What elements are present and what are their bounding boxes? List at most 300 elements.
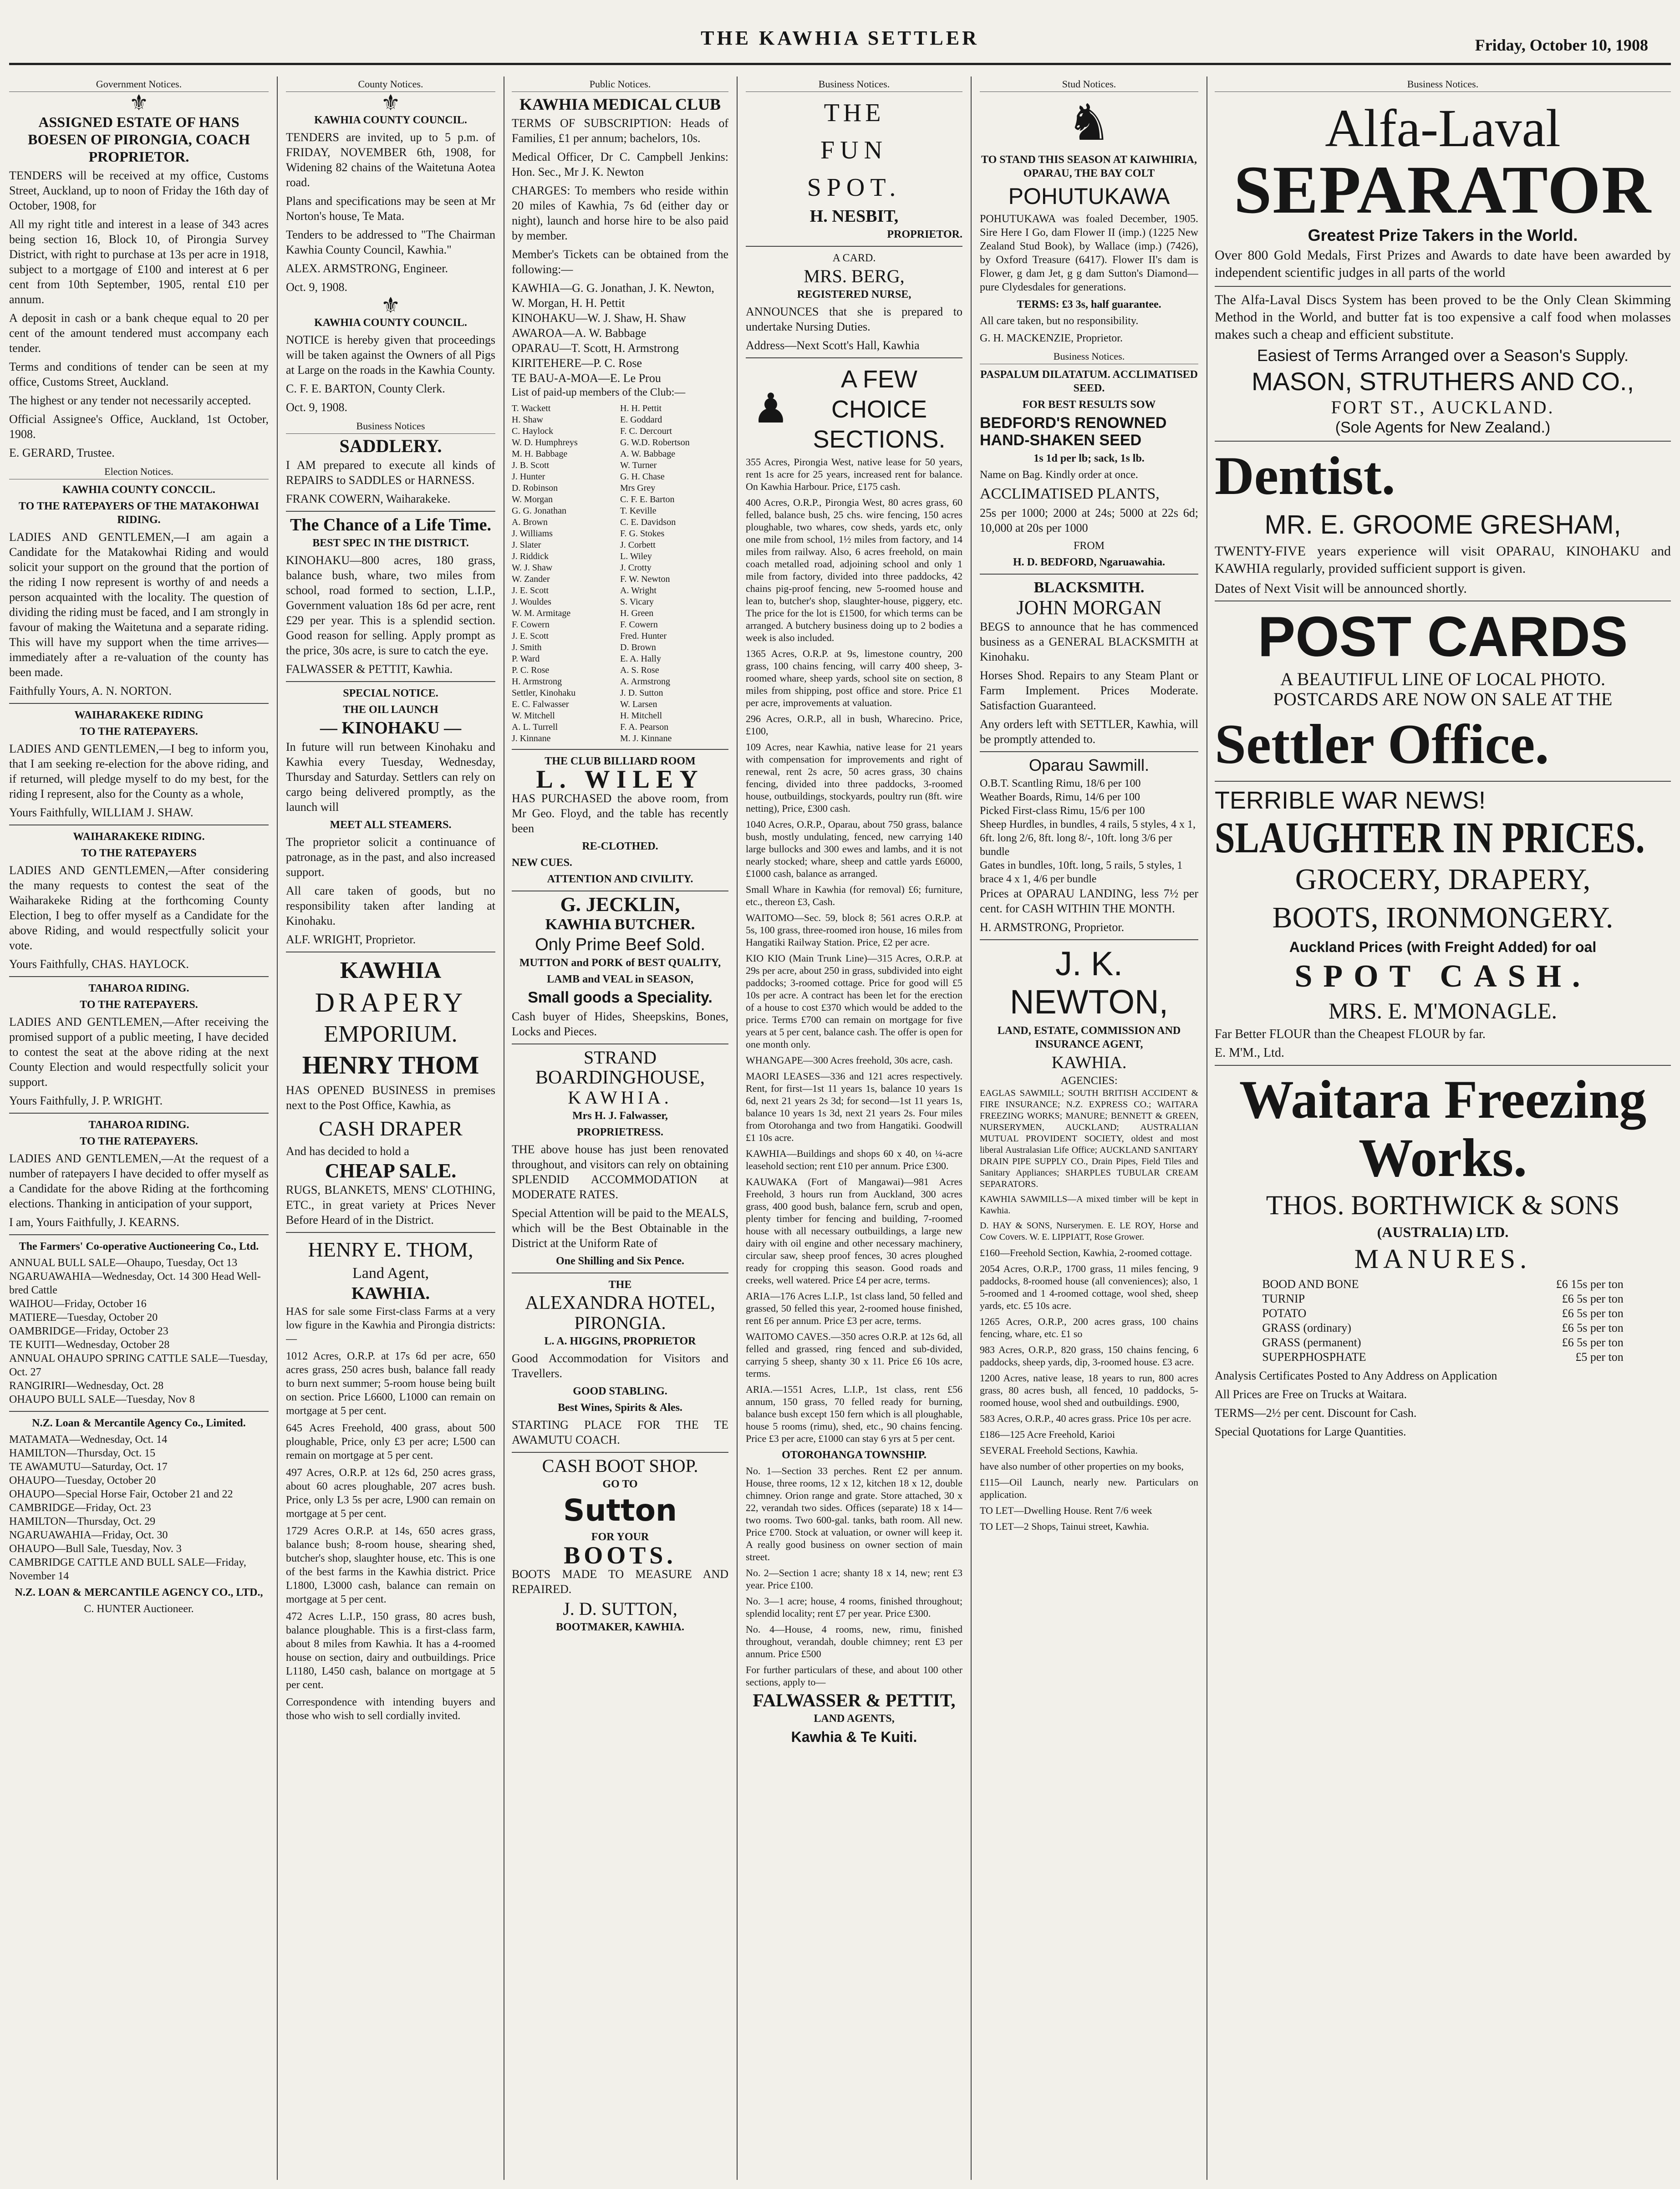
ad-subtitle: RE-CLOTHED. (582, 840, 658, 852)
ad-title: THE (608, 1279, 632, 1291)
ad-subtitle: (AUSTRALIA) LTD. (1377, 1224, 1509, 1240)
list-item: OHAUPO—Special Horse Fair, October 21 and 22 (9, 1488, 233, 1500)
notice-text: Terms and conditions of tender can be seen at my office, Customs Street, Auckland. (9, 360, 269, 388)
listing: 1200 Acres, native lease, 18 years to run, 800 acres grass, 80 acres bush, all fenced, 10 paddocks, 5-roomed house, wool shed and outbuildings. £900, (980, 1372, 1198, 1408)
ad-title: KAWHIA. (568, 1087, 672, 1108)
notice-date: Oct. 9, 1908. (286, 401, 348, 414)
list-item: J. E. Scott (512, 585, 549, 596)
list-item: Settler, Kinohaku (512, 688, 576, 698)
list-item: M. H. Babbage (512, 449, 568, 459)
notice-title: TO THE RATEPAYERS. (80, 726, 198, 738)
list-item: H. Mitchell (620, 711, 662, 721)
ad-text: Cash buyer of Hides, Sheepskins, Bones, Locks and Pieces. (512, 1010, 728, 1038)
ad-title: J. D. SUTTON, (563, 1598, 677, 1619)
ad-subtitle: Easiest of Terms Arranged over a Season's Supply. (1257, 346, 1629, 365)
listings (746, 456, 962, 1688)
listing: 983 Acres, O.R.P., 820 grass, 150 chains fencing, 6 paddocks, sheep yards, dip, 3-roomed house. £3 acre. (980, 1344, 1198, 1368)
ad-text: POHUTUKAWA was foaled December, 1905. Sire Here I Go, dam Flower II (imp.) (1225 New Zealand Stud Book), by Wallace (imp.) (7426), by Oxford Treasure (6417). Flower II's dam is Flower, g dam Jet, g g dam Sutton's Diamond—pure Clydesdales for generations. (980, 213, 1198, 293)
ad-text: I AM prepared to execute all kinds of REPAIRS to SADDLES or HARNESS. (286, 458, 495, 487)
divider (746, 246, 962, 247)
listing: TO LET—2 Shops, Tainui street, Kawhia. (980, 1521, 1149, 1532)
divider (512, 749, 728, 750)
list-item: G. G. Jonathan (512, 506, 566, 516)
notice-text: LADIES AND GENTLEMEN,—After receiving the promised support of a public meeting, I have decided to contest the seat at the above riding at the next County Election and would respectfully solicit your support. (9, 1015, 269, 1089)
listing: have also number of other properties on my books, (980, 1461, 1184, 1472)
ad-title: MASON, STRUTHERS AND CO., (1251, 367, 1634, 396)
notice-signature: Yours Faithfully, WILLIAM J. SHAW. (9, 806, 193, 819)
list-item: W. Larsen (620, 699, 657, 709)
listing-heading: OTOROHANGA TOWNSHIP. (782, 1449, 927, 1461)
listing: ARIA—176 Acres L.I.P., 1st class land, 50 felled and grassed, 50 felled this year, 2-roomed house finished, rent £6 per annum. Price £3 per acre, terms. (746, 1290, 962, 1326)
masthead-rule (9, 63, 1671, 65)
section-header: County Notices. (286, 76, 495, 92)
list-item: MATAMATA—Wednesday, Oct. 14 (9, 1434, 168, 1446)
ad-text: Any orders left with SETTLER, Kawhia, will be promptly attended to. (980, 718, 1198, 746)
listing: Small Whare in Kawhia (for removal) £6; furniture, etc., thereon £3, Cash. (746, 884, 962, 907)
ad-title: ALEXANDRA HOTEL, (525, 1293, 715, 1313)
ad-title: MRS. E. M'MONAGLE. (1328, 998, 1558, 1023)
listing: KAUWAKA (Fort of Mangawai)—981 Acres Freehold, 3 hours run from Auckland, 300 acres grass, 400 good bush, balance fern, scrub and open, plenty timber for fencing and building, 7-roomed house with all necessary outbuildings, a large new dairy with oil engine and other necessary machinery, circular saw, sheep proof fences, 30 acres ploughed ready for cropping this season. Good roads and creeks, well watered. Price £4 per acre, terms. (746, 1176, 962, 1286)
ad-signature: FALWASSER & PETTIT, Kawhia. (286, 662, 453, 676)
listing: No. 3—1 acre; house, 4 rooms, finished throughout; splendid locality; rent £7 per year. Price £300. (746, 1595, 962, 1619)
ad-subtitle: Auckland Prices (with Freight Added) for oal (1289, 939, 1597, 955)
notice-title: ASSIGNED ESTATE OF HANS BOESEN OF PIRONGIA, COACH PROPRIETOR. (28, 114, 250, 165)
ad-title: BLACKSMITH. (1033, 579, 1145, 596)
divider (1215, 1065, 1671, 1066)
ad-subtitle: FOR YOUR (591, 1531, 649, 1543)
list-item: W. D. Humphreys (512, 438, 578, 448)
notice-title: The Farmers' Co-operative Auctioneering Co., Ltd. (19, 1241, 259, 1252)
list-item: G. H. Chase (620, 472, 665, 482)
ad-subtitle: TO STAND THIS SEASON AT KAIWHIRIA, OPARAU, THE BAY COLT (981, 154, 1197, 179)
ad-title: THE (824, 99, 885, 127)
notice-date: Oct. 9, 1908. (286, 280, 348, 294)
ad-signature: ALF. WRIGHT, Proprietor. (286, 933, 416, 946)
ad-signature: FRANK COWERN, Waiharakeke. (286, 492, 451, 505)
list-item: P. C. Rose (512, 665, 550, 675)
list-item: J. E. Scott (512, 631, 549, 641)
divider (286, 511, 495, 512)
issue-date: Friday, October 10, 1908 (1475, 36, 1648, 54)
listing: 472 Acres L.I.P., 150 grass, 80 acres bush, balance ploughable. This is a first-class farm, about 8 miles from Kawhia. It has a 4-roomed house on section, dairy and outbuildings. Price L1180, L450 cash, balance on mortgage at 5 per cent. (286, 1611, 495, 1691)
manure-name: GRASS (ordinary) (1262, 1321, 1351, 1334)
list-item: J. Crotty (620, 563, 652, 573)
list-item: A. L. Turrell (512, 722, 558, 732)
list-item: S. Vicary (620, 597, 654, 607)
few-choice-block (746, 363, 962, 456)
column-stud-notices (980, 76, 1198, 2180)
ad-title: POST CARDS (1257, 606, 1628, 668)
ad-signature: H. ARMSTRONG, Proprietor. (980, 921, 1125, 934)
list-item: E. A. Hally (620, 654, 661, 664)
ad-title: EMPORIUM. (324, 1021, 458, 1047)
table-row (1260, 1335, 1625, 1350)
divider (286, 681, 495, 682)
ad-signature: H. D. BEDFORD, Ngaruawahia. (1013, 556, 1166, 568)
ad-subtitle: KAWHIA. (1051, 1053, 1127, 1072)
list-item: J. B. Scott (512, 460, 550, 470)
list-item: W. M. Armitage (512, 608, 571, 618)
ad-subtitle: POSTCARDS ARE NOW ON SALE AT THE (1273, 689, 1613, 709)
ad-text: BEGS to announce that he has commenced business as a GENERAL BLACKSMITH at Kinohaku. (980, 620, 1198, 663)
divider (1215, 781, 1671, 782)
notice-text: NOTICE is hereby given that proceedings will be taken against the Owners of all Pigs at Large on the roads in the Kawhia County. (286, 333, 495, 377)
section-header: Business Notices (286, 418, 495, 434)
ad-subtitle: L. A. HIGGINS, PROPRIETOR (544, 1335, 696, 1347)
ad-text: Prices at OPARAU LANDING, less 7½ per cent. for CASH WITHIN THE MONTH. (980, 887, 1198, 915)
section-header: Business Notices. (1215, 76, 1671, 92)
ad-text: And has decided to hold a (286, 1145, 409, 1158)
ad-text: All Prices are Free on Trucks at Waitara. (1215, 1388, 1407, 1401)
list-item: ANNUAL BULL SALE—Ohaupo, Tuesday, Oct 13 (9, 1257, 238, 1269)
notice-text: Tenders to be addressed to "The Chairman Kawhia County Council, Kawhia." (286, 228, 495, 256)
listing: £186—125 Acre Freehold, Karioi (980, 1429, 1115, 1440)
ad-text: In future will run between Kinohaku and Kawhia every Tuesday, Wednesday, Thursday and Saturday. Settlers can rely on cargo being delivered promptly, as the launch will (286, 740, 495, 814)
list-item: OHAUPO—Bull Sale, Tuesday, Nov. 3 (9, 1543, 182, 1555)
ad-title: STRAND (583, 1047, 657, 1068)
ad-signature: E. M'M., Ltd. (1215, 1046, 1284, 1060)
ad-subtitle: KAWHIA. (351, 1284, 430, 1303)
list-item: H. H. Pettit (620, 403, 662, 413)
list-item: F. Cowern (620, 620, 658, 630)
list-item: F. W. Newton (620, 574, 670, 584)
notice-signature: Yours Faithfully, J. P. WRIGHT. (9, 1094, 163, 1107)
divider (980, 574, 1198, 575)
coat-of-arms-icon: ⚜ (381, 91, 401, 115)
notice-text: TENDERS will be received at my office, Customs Street, Auckland, up to noon of Friday the 16th day of October, 1908, for (9, 169, 269, 212)
manure-name: GRASS (permanent) (1262, 1336, 1361, 1349)
notice-text: LADIES AND GENTLEMEN,—After considering the many requests to contest the seat of the Waiharakeke Riding at the forthcoming County Election, I beg to offer myself as a Candidate for the above Riding, and would respectfully solicit your vote. (9, 864, 269, 952)
ad-title: SECTIONS. (813, 426, 946, 453)
ad-subtitle: KAWHIA BUTCHER. (545, 916, 695, 933)
ad-title: CASH BOOT SHOP. (542, 1456, 698, 1476)
ad-title: Settler Office. (1215, 713, 1549, 775)
listing: 1729 Acres O.R.P. at 14s, 650 acres grass, balance bush; 8-room house, shearing shed, butcher's shop, slaughter house, etc. This is one of the best farms in the Kawhia district. Price L1800, L3000 cash, balance can remain on mortgage at 5 per cent. (286, 1525, 495, 1605)
newspaper-title: THE KAWHIA SETTLER (701, 27, 979, 49)
manure-price-table (1260, 1277, 1625, 1364)
listing: £115—Oil Launch, nearly new. Particulars on application. (980, 1476, 1198, 1500)
ad-title: TERRIBLE WAR NEWS! (1215, 787, 1486, 814)
notice-title: KAWHIA COUNTY CONCCIL. (62, 484, 215, 496)
ad-subtitle: PROPRIETRESS. (576, 1126, 664, 1138)
ad-title: GROCERY, DRAPERY, (1295, 863, 1591, 896)
ad-text: 25s per 1000; 2000 at 24s; 5000 at 22s 6d; 10,000 at 20s per 1000 (980, 506, 1198, 535)
ad-text: STARTING PLACE FOR THE TE AWAMUTU COACH. (512, 1418, 728, 1446)
listing: 583 Acres, O.R.P., 40 acres grass. Price 10s per acre. (980, 1413, 1191, 1424)
notice-text: All my right title and interest in a lease of 343 acres being section 16, Block 10, of Pirongia Survey District, with right to purchase at 13s per acre in 1918, subject to a mortgage of £100 and interest at 6 per cent from 10th September, 1905, rental £10 per annum. (9, 218, 269, 306)
list-item: Picked First-class Rimu, 15/6 per 100 (980, 805, 1145, 817)
listing: 2054 Acres, O.R.P., 1700 grass, 11 miles fencing, 9 paddocks, 8-roomed house (all conveniences); also, 1 5-roomed and 1 4-roomed cottage, wool shed, sheep yards, etc. £5 10s acre. (980, 1263, 1198, 1311)
ad-label: FROM (1073, 540, 1105, 552)
manure-price: £6 5s per ton (1562, 1307, 1624, 1320)
list-item: C. E. Davidson (620, 517, 676, 527)
column-government-notices (9, 76, 269, 2180)
list-item: L. Wiley (620, 551, 652, 561)
section-header: Business Notices. (746, 76, 962, 92)
member-list (512, 403, 728, 744)
column-business-notices (746, 76, 962, 2180)
member-list-right (620, 403, 728, 744)
ad-title: L. WILEY (536, 765, 704, 794)
ad-title: Alfa-Laval (1325, 98, 1561, 158)
manure-price: £6 5s per ton (1562, 1292, 1624, 1305)
list-item: Mrs Grey (620, 483, 656, 493)
notice-title: N.Z. Loan & Mercantile Agency Co., Limited. (32, 1417, 246, 1429)
listing: 109 Acres, near Kawhia, native lease for 21 years with compensation for improvements and right of renewal, rent 2s acre, 50 acres grass, 30 chains fencing, divided into three paddocks, 3-roomed house, outbuildings, stockyards, poultry run (8ft. wire netting), Price, £300 cash. (746, 741, 962, 814)
notice-text: Member's Tickets can be obtained from the following:— (512, 248, 728, 276)
divider (512, 1452, 728, 1453)
section-header: Business Notices. (980, 349, 1198, 364)
notice-text: LADIES AND GENTLEMEN,—I beg to inform you, that I am seeking re-election for the above riding, and if returned, will pledge myself to do my best, for the riding I represent, also for the County as a whole, (9, 742, 269, 800)
ad-title: SLAUGHTER IN PRICES. (1215, 814, 1645, 862)
list-item: O.B.T. Scantling Rimu, 18/6 per 100 (980, 778, 1141, 789)
manure-name: BOOD AND BONE (1262, 1278, 1359, 1291)
listing: 645 Acres Freehold, 400 grass, about 500 ploughable, Price, only £3 per acre; L500 can remain on mortgage at 5 per cent. (286, 1422, 495, 1461)
list-item: MATIERE—Tuesday, October 20 (9, 1312, 158, 1324)
notice-signature: Yours Faithfully, CHAS. HAYLOCK. (9, 957, 189, 971)
table-row (1260, 1350, 1625, 1364)
ad-text: Special Attention will be paid to the MEALS, which will be the Best Obtainable in the District at the Uniform Rate of (512, 1206, 728, 1250)
notice-title: KAWHIA COUNTY COUNCIL. (314, 114, 467, 126)
list-item: OHAUPO BULL SALE—Tuesday, Nov 8 (9, 1394, 195, 1405)
notice-signature: ALEX. ARMSTRONG, Engineer. (286, 262, 448, 275)
list-item: Fred. Hunter (620, 631, 667, 641)
ad-subtitle: LAMB and VEAL in SEASON, (547, 973, 693, 985)
notice-text: Medical Officer, Dr C. Campbell Jenkins: Hon. Sec., Mr J. K. Newton (512, 150, 728, 178)
table-row (1260, 1292, 1625, 1306)
list-item: A. W. Babbage (620, 449, 676, 459)
listing: £160—Freehold Section, Kawhia, 2-roomed cottage. (980, 1247, 1192, 1258)
divider (980, 751, 1198, 752)
ad-text: THE above house has just been renovated throughout, and visitors can rely on obtaining SPLENDID ACCOMMODATION at MODERATE RATES. (512, 1143, 728, 1201)
notice-text: List of paid-up members of the Club:— (512, 387, 686, 398)
list-item: D. Brown (620, 642, 656, 652)
sale-list (9, 1433, 269, 1583)
sale-list (9, 1256, 269, 1406)
list-item: CAMBRIDGE CATTLE AND BULL SALE—Friday, November 14 (9, 1557, 246, 1582)
notice-text: LADIES AND GENTLEMEN,—I am again a Candidate for the Matakowhai Riding and would solicit your support on the ground that the portion of the riding I now represent is worthy of and needs a person acquainted with the locality. The question of dividing the riding must be faced, and I am strongly in favour of making the Waitetuna and a separate riding. This will have my support when the time arrives—immediately after a re-valuation of the county has been made. (9, 530, 269, 679)
ad-subtitle: MUTTON and PORK of BEST QUALITY, (519, 957, 721, 969)
ad-text: For further particulars of these, and about 100 other sections, apply to— (746, 1664, 962, 1688)
notice-signature: Faithfully Yours, A. N. NORTON. (9, 684, 172, 697)
ad-subtitle: Best Wines, Spirits & Ales. (558, 1402, 682, 1414)
manure-name: SUPERPHOSPHATE (1262, 1350, 1366, 1364)
list-item: HAMILTON—Thursday, Oct. 15 (9, 1447, 156, 1459)
list-item: F. G. Stokes (620, 529, 665, 539)
list-item: J. Williams (512, 529, 553, 539)
list-item: J. D. Sutton (620, 688, 663, 698)
ad-text: RUGS, BLANKETS, MENS' CLOTHING, ETC., in great variety at Prices Never Before Heard of in the District. (286, 1183, 495, 1227)
list-item: CAMBRIDGE—Friday, Oct. 23 (9, 1502, 151, 1514)
listing: KIO KIO (Main Trunk Line)—315 Acres, O.R.P. at 29s per acre, about 250 in grass, subdivided into eight paddocks; 3-roomed cottage. Price for good will £5 10s per acre. A contract has been let for the erection of a house to cost £370 which would be added to the price. Terms £700 can remain on mortgage for five years at 5 per cent, balance cash. The offer is open for one month only. (746, 952, 962, 1050)
list-item: E. Goddard (620, 415, 662, 425)
listing: WAITOMO CAVES.—350 acres O.R.P. at 12s 6d, all felled and grassed, ring fenced and sub-divided, carrying 5 sheep, shanty 30 x 11. Price £6 10s acre, terms. (746, 1331, 962, 1379)
list-item: P. Ward (512, 654, 540, 664)
ad-title: DRAPERY (315, 988, 467, 1018)
ad-text: Over 800 Gold Medals, First Prizes and Awards to date have been awarded by independent scientific judges in all parts of the world (1215, 248, 1671, 280)
list-item: G. W.D. Robertson (620, 438, 690, 448)
list-item: A. Wright (620, 585, 657, 596)
ad-subtitle: LAND AGENTS, (814, 1713, 895, 1725)
ad-title: HENRY E. THOM, (308, 1238, 473, 1261)
agent-line: TE BAU-A-MOA—E. Le Prou (512, 372, 661, 385)
ad-title: FUN (820, 136, 888, 164)
notice-text: CHARGES: To members who reside within 20 miles of Kawhia, 7s 6d (either day or night), launch and horse hire to be also paid by member. (512, 184, 728, 242)
list-item: W. Zander (512, 574, 550, 584)
ad-title: CHOICE (831, 396, 927, 423)
listing: 1012 Acres, O.R.P. at 17s 6d per acre, 650 acres grass, 250 acres bush, balance fall ready to burn next summer; 5-room house being built on section. Price L6600, L1000 can remain on mortgage at 5 per cent. (286, 1350, 495, 1417)
list-item: J. Corbett (620, 540, 656, 550)
manure-price: £6 15s per ton (1556, 1278, 1624, 1291)
list-item: C. Haylock (512, 426, 554, 436)
notice-signature: N.Z. LOAN & MERCANTILE AGENCY CO., LTD., (15, 1587, 263, 1598)
ad-text: Far Better FLOUR than the Cheapest FLOUR by far. (1215, 1027, 1486, 1041)
ad-title: BEDFORD'S RENOWNED HAND-SHAKEN SEED (980, 414, 1167, 449)
ad-title: FALWASSER & PETTIT, (753, 1690, 956, 1710)
ad-subtitle: Mrs H. J. Falwasser, (572, 1110, 668, 1122)
ad-signature: G. H. MACKENZIE, Proprietor. (980, 332, 1123, 344)
list-item: E. C. Falwasser (512, 699, 569, 709)
ad-text: TWENTY-FIVE years experience will visit OPARAU, KINOHAKU and KAWHIA regularly, provided sufficient support is given. (1215, 544, 1671, 576)
list-item: NGARUAWAHIA—Friday, Oct. 30 (9, 1529, 168, 1541)
manure-price: £6 5s per ton (1562, 1336, 1624, 1349)
ad-subtitle: — KINOHAKU — (320, 718, 462, 738)
notice-title: TAHAROA RIDING. (88, 1119, 189, 1131)
notice-text: TERMS OF SUBSCRIPTION: Heads of Families, £1 per annum; bachelors, 10s. (512, 117, 728, 145)
notice-title: WAIHARAKEKE RIDING (74, 709, 204, 721)
list-item: C. F. E. Barton (620, 494, 675, 504)
ad-title: MRS. BERG, (804, 266, 905, 286)
notice-signature: E. GERARD, Trustee. (9, 446, 115, 459)
masthead (0, 0, 1680, 55)
list-item: T. Keville (620, 506, 657, 516)
table-row (1260, 1277, 1625, 1292)
list-item: J. Kinnane (512, 733, 551, 743)
listing: 1040 Acres, O.R.P., Oparau, about 750 grass, balance bush, mostly undulating, fenced, new carrying 140 large bullocks and 300 ewes and lambs, and it is not nearly stocked; whare, sheep and cattle yards £6000, £1000 cash, balance as arranged. (746, 819, 962, 879)
divider (980, 939, 1198, 940)
ad-text: Address—Next Scott's Hall, Kawhia (746, 339, 920, 352)
list-item: M. J. Kinnane (620, 733, 672, 743)
ad-title: SADDLERY. (339, 436, 442, 456)
notice-title: TO THE RATEPAYERS. (80, 999, 198, 1011)
list-item: A. Brown (512, 517, 548, 527)
ad-subtitle: NEW CUES. (512, 857, 572, 869)
list-item: A. Armstrong (620, 677, 670, 687)
ad-title: BOOTS, IRONMONGERY. (1272, 901, 1614, 934)
listing: KAWHIA—Buildings and shops 60 x 40, on ¼-acre leasehold section; rent £10 per annum. Price £300. (746, 1148, 962, 1171)
ad-title: SEPARATOR (1233, 152, 1652, 228)
listing: WAITOMO—Sec. 59, block 8; 561 acres O.R.P. at 5s, 100 grass, three-roomed iron house, 16 miles from Hangatiki Railway Station. Price, £2 per acre. (746, 912, 962, 948)
divider (1215, 441, 1671, 442)
ad-title: PASPALUM DILATATUM. ACCLIMATISED SEED. (980, 369, 1198, 394)
notice-title: TO THE RATEPAYERS. (80, 1135, 198, 1147)
section-header: Government Notices. (9, 76, 269, 92)
column-business-notices-right (1215, 76, 1671, 2180)
notice-signature: C. F. E. BARTON, County Clerk. (286, 382, 445, 395)
ad-text: Dates of Next Visit will be announced shortly. (1215, 581, 1467, 596)
divider (746, 357, 962, 358)
list-item: Sheep Hurdles, in bundles, 4 rails, 5 styles, 4 x 1, 6ft. long 2/6, 8ft. long 8/-, 10ft. long 3/6 per bundle (980, 819, 1196, 858)
list-item: Gates in bundles, 10ft. long, 5 rails, 5 styles, 1 brace 4 x 1, 4/6 per bundle (980, 860, 1183, 885)
listing: 1265 Acres, O.R.P., 200 acres grass, 100 chains fencing, whare, etc. £1 so (980, 1316, 1198, 1339)
ad-title: CASH DRAPER (319, 1117, 463, 1140)
notice-title: TO THE RATEPAYERS OF THE MATAKOHWAI RIDING. (19, 500, 259, 526)
list-item: TE AWAMUTU—Saturday, Oct. 17 (9, 1461, 168, 1473)
divider (9, 1234, 269, 1235)
ad-subtitle: THE OIL LAUNCH (343, 704, 438, 716)
ad-subtitle: Greatest Prize Takers in the World. (1308, 226, 1578, 244)
ad-text: HAS OPENED BUSINESS in premises next to the Post Office, Kawhia, as (286, 1084, 495, 1112)
coat-of-arms-icon: ⚜ (381, 294, 401, 318)
ad-title: PIRONGIA. (574, 1313, 666, 1333)
ad-subtitle: FORT ST., AUCKLAND. (1331, 397, 1555, 417)
ad-title: THE CLUB BILLIARD ROOM (545, 755, 696, 767)
divider (286, 1232, 495, 1233)
divider (9, 703, 269, 704)
coat-of-arms-icon: ⚜ (129, 91, 149, 115)
listing: WHANGAPE—300 Acres freehold, 30s acre, cash. (746, 1054, 953, 1066)
ad-title: MANURES. (1354, 1244, 1532, 1274)
ad-title: Works. (1358, 1127, 1527, 1188)
ad-text: Special Quotations for Large Quantities. (1215, 1425, 1406, 1438)
ad-text: Correspondence with intending buyers and those who wish to sell cordially invited. (286, 1696, 495, 1722)
ad-title: A FEW (840, 366, 917, 393)
listing: MAORI LEASES—336 and 121 acres respectively. Rent, for first—1st 11 years 1s, balance 10 years 1s 6d, next 21 years 2s 3d; for second—1st 11 years 1s, balance 10 years 1s 3d, next 21 years 2s. Four miles from Otorohanga and two from Hangatiki. Goodwill £1 10s acre. (746, 1070, 962, 1143)
manure-name: TURNIP (1262, 1292, 1305, 1305)
section-header: Election Notices. (9, 464, 269, 479)
ad-title: Waitara Freezing (1239, 1069, 1647, 1130)
divider (9, 976, 269, 977)
ad-subtitle: GOOD STABLING. (573, 1385, 667, 1397)
list-item: WAIHOU—Friday, October 16 (9, 1298, 147, 1310)
ad-title: G. JECKLIN, (560, 893, 680, 916)
notice-signature: Official Assignee's Office, Auckland, 1st October, 1908. (9, 412, 269, 441)
table-row (1260, 1321, 1625, 1335)
list-item: W. Mitchell (512, 711, 555, 721)
list-item: D. Robinson (512, 483, 558, 493)
ad-title: HENRY THOM (302, 1051, 479, 1079)
ad-text: The Alfa-Laval Discs System has been proved to be the Only Clean Skimming Method in the World, and butter fat is too expensive a calf food when molasses makes such a cheap and efficient substitute. (1215, 292, 1671, 342)
list-item: W. Morgan (512, 494, 553, 504)
notice-title: WAIHARAKEKE RIDING. (73, 831, 205, 843)
ad-title: POHUTUKAWA (1008, 183, 1170, 209)
ad-text: ANNOUNCES that she is prepared to undertake Nursing Duties. (746, 305, 962, 333)
notice-title: KAWHIA COUNTY COUNCIL. (314, 317, 467, 329)
ad-title: The Chance of a Life Time. (290, 515, 491, 535)
notice-title: TAHAROA RIDING. (88, 983, 189, 994)
listing: 497 Acres, O.R.P. at 12s 6d, 250 acres grass, about 60 acres ploughable, 207 acres bush. Price, only L3 5s per acre, L900 can remain on mortgage at 5 per cent. (286, 1467, 495, 1520)
notice-text: The highest or any tender not necessarily accepted. (9, 394, 251, 407)
ad-text: The proprietor solicit a continuance of patronage, as in the past, and also increased support. (286, 835, 495, 879)
salesman-icon: ♟ (752, 387, 789, 432)
notice-title: TO THE RATEPAYERS (81, 847, 197, 859)
list-item: F. A. Pearson (620, 722, 669, 732)
list-item: ANNUAL OHAUPO SPRING CATTLE SALE—Tuesday, Oct. 27 (9, 1353, 268, 1378)
ad-title: Sutton (563, 1493, 677, 1528)
ad-subtitle: TERMS: £3 3s, half guarantee. (1017, 299, 1161, 311)
list-item: RANGIRIRI—Wednesday, Oct. 28 (9, 1380, 164, 1392)
ad-subtitle: LAND, ESTATE, COMMISSION AND INSURANCE AGENT, (997, 1025, 1181, 1050)
ad-subtitle: BEST SPEC IN THE DISTRICT. (312, 537, 469, 549)
ad-subtitle: MEET ALL STEAMERS. (330, 819, 452, 831)
manure-price: £5 per ton (1575, 1350, 1624, 1364)
column-county-notices (286, 76, 495, 2180)
ad-text: All care taken, but no responsibility. (980, 315, 1139, 327)
list-item: NGARUAWAHIA—Wednesday, Oct. 14 300 Head Well-bred Cattle (9, 1271, 261, 1296)
listing: 296 Acres, O.R.P., all in bush, Wharecino. Price, £100, (746, 713, 962, 737)
ad-text: EAGLAS SAWMILL; SOUTH BRITISH ACCIDENT & FIRE INSURANCE; N.Z. EXPRESS CO.; WAITARA FREEZING WORKS; MANURE; BENNETT & GREEN, NURSERYMEN, AUCKLAND; AUSTRALIAN MUTUAL PROVIDENT SOCIETY, oldest and most liberal Australasian Life Office; AUCKLAND SANITARY DRAIN PIPE SUPPLY CO., Drain Pipes, Field Tiles and Sanitary Appliances; SHARPLES TUBULAR CREAM SEPARATORS. (980, 1088, 1198, 1189)
column-rule (737, 76, 738, 2180)
